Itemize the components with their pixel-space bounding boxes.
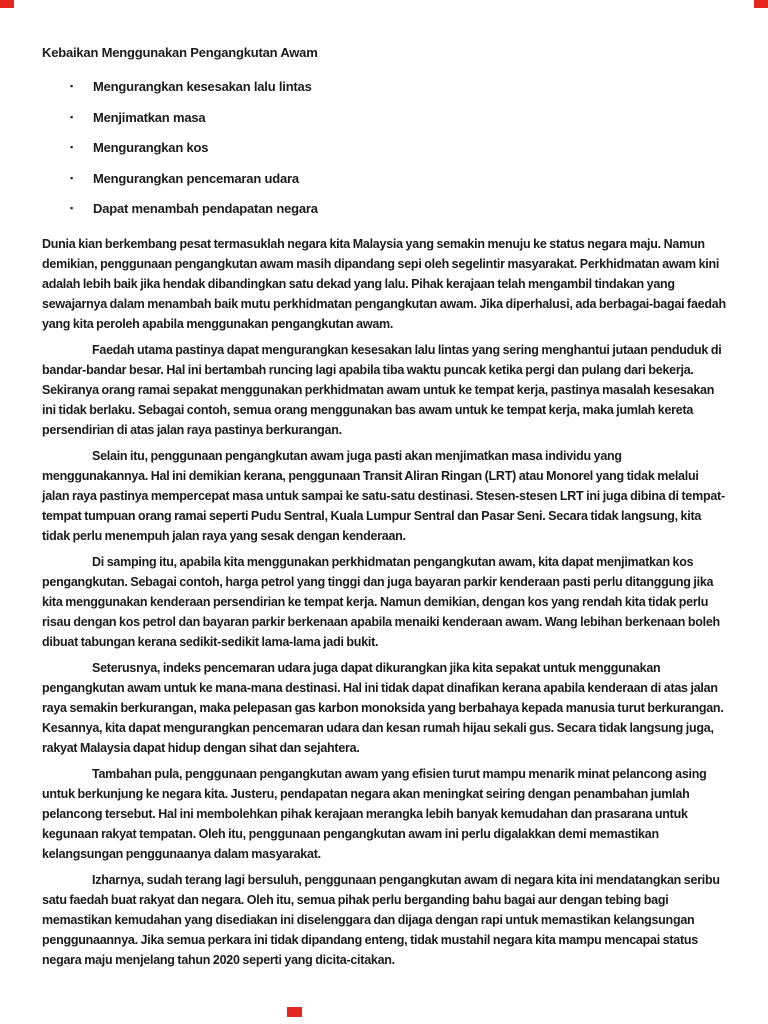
paragraph-cost-saving: Di samping itu, apabila kita menggunakan perkhidmatan pengangkutan awam, kita dapat menjimatkan kos pengangkutan. Sebagai contoh, harga petrol yang tinggi dan juga bayaran parkir kenderaan pasti perlu ditanggung jika kita menggunakan kenderaan persendirian ke tempat kerja. Namun demikian, dengan kos yang rendah kita tidak perlu risau dengan kos petrol dan bayaran parkir berkenaan apabila menaiki kenderaan awam. Wang lebihan berkenaan boleh dibuat tabungan kerana sedikit-sedikit lama-lama jadi bukit. <box>42 554 720 649</box>
bullet-item-label: Mengurangkan pencemaran udara <box>93 170 299 186</box>
bullet-item-label: Menjimatkan masa <box>93 109 206 125</box>
paragraph-time-saving: Selain itu, penggunaan pengangkutan awam juga pasti akan menjimatkan masa individu yang menggunakannya. Hal ini demikian kerana, penggunaan Transit Aliran Ringan (LRT) atau Monorel yang tidak melalui jalan raya pastinya mempercepat masa untuk sampai ke satu-satu destinasi. Stesen-stesen LRT ini juga dibina di tempat-tempat tumpuan orang ramai seperti Pudu Sentral, Kuala Lumpur Sentral dan Pasar Seni. Secara tidak langsung, kita tidak perlu menempuh jalan raya yang sesak dengan kenderaan. <box>42 448 725 543</box>
square-bullet-icon: ▪ <box>70 142 73 152</box>
square-bullet-icon: ▪ <box>70 172 73 183</box>
red-mark-top-left <box>0 0 14 8</box>
red-mark-bottom <box>287 1007 302 1017</box>
bullet-item <box>42 200 728 218</box>
bullet-item <box>42 170 728 188</box>
paragraph-conclusion: Izharnya, sudah terang lagi bersuluh, penggunaan pengangkutan awam di negara kita ini mendatangkan seribu satu faedah buat rakyat dan negara. Oleh itu, semua pihak perlu berganding bahu bagai aur dengan tebing bagi memastikan kemudahan yang disediakan ini diselenggara dan dijaga dengan rapi untuk memastikan kelangsungan penggunaannya. Jika semua perkara ini tidak dipandang enteng, tidak mustahil negara kita mampu mencapai status negara maju menjelang tahun 2020 seperti yang dicita-citakan. <box>42 872 720 967</box>
square-bullet-icon: ▪ <box>70 81 73 91</box>
bullet-item-label: Dapat menambah pendapatan negara <box>93 201 318 216</box>
document-title: Kebaikan Menggunakan Pengangkutan Awam <box>42 45 318 60</box>
bullet-item-label: Mengurangkan kos <box>93 140 209 155</box>
bullet-item-label: Mengurangkan kesesakan lalu lintas <box>93 79 312 94</box>
bullet-item <box>42 109 728 127</box>
red-mark-top-right <box>754 0 768 8</box>
paragraph-national-income: Tambahan pula, penggunaan pengangkutan awam yang efisien turut mampu menarik minat pelancong asing untuk berkunjung ke negara kita. Justeru, pendapatan negara akan meningkat seiring dengan penambahan jumlah pelancong tersebut. Hal ini membolehkan pihak kerajaan merangka lebih banyak kemudahan dan prasarana untuk kegunaan rakyat tempatan. Oleh itu, penggunaan pengangkutan awam ini perlu digalakkan demi memastikan kelangsungan penggunaanya dalam masyarakat. <box>42 766 707 861</box>
bullet-item <box>42 78 728 96</box>
square-bullet-icon: ▪ <box>70 203 73 213</box>
benefits-bullet-list <box>42 78 728 218</box>
paragraph-intro: Dunia kian berkembang pesat termasuklah negara kita Malaysia yang semakin menuju ke status negara maju. Namun demikian, penggunaan pengangkutan awam masih dipandang sepi oleh segelintir masyarakat. Perkhidmatan awam kini adalah lebih baik jika hendak dibandingkan satu dekad yang lalu. Pihak kerajaan telah mengambil tindakan yang sewajarnya dalam menambah baik mutu perkhidmatan pengangkutan awam. Jika diperhalusi, ada berbagai-bagai faedah yang kita peroleh apabila menggunakan pengangkutan awam. <box>42 236 726 331</box>
square-bullet-icon: ▪ <box>70 111 73 122</box>
bullet-item <box>42 139 728 157</box>
paragraph-air-pollution: Seterusnya, indeks pencemaran udara juga dapat dikurangkan jika kita sepakat untuk menggunakan pengangkutan awam untuk ke mana-mana destinasi. Hal ini tidak dapat dinafikan kerana apabila kenderaan di atas jalan raya semakin berkurangan, maka pelepasan gas karbon monoksida yang berbahaya kepada manusia turut berkurangan. Kesannya, kita dapat mengurangkan pencemaran udara dan kesan rumah hijau sekali gus. Secara tidak langsung juga, rakyat Malaysia dapat hidup dengan sihat dan sejahtera. <box>42 660 724 755</box>
paragraph-traffic: Faedah utama pastinya dapat mengurangkan kesesakan lalu lintas yang sering menghantui jutaan penduduk di bandar-bandar besar. Hal ini bertambah runcing lagi apabila tiba waktu puncak ketika pergi dan pulang dari bekerja. Sekiranya orang ramai sepakat menggunakan perkhidmatan awam untuk ke tempat kerja, pastinya masalah kesesakan ini tidak berlaku. Sebagai contoh, semua orang menggunakan bas awam untuk ke tempat kerja, maka jumlah kereta persendirian di atas jalan raya pastinya berkurangan. <box>42 342 722 437</box>
